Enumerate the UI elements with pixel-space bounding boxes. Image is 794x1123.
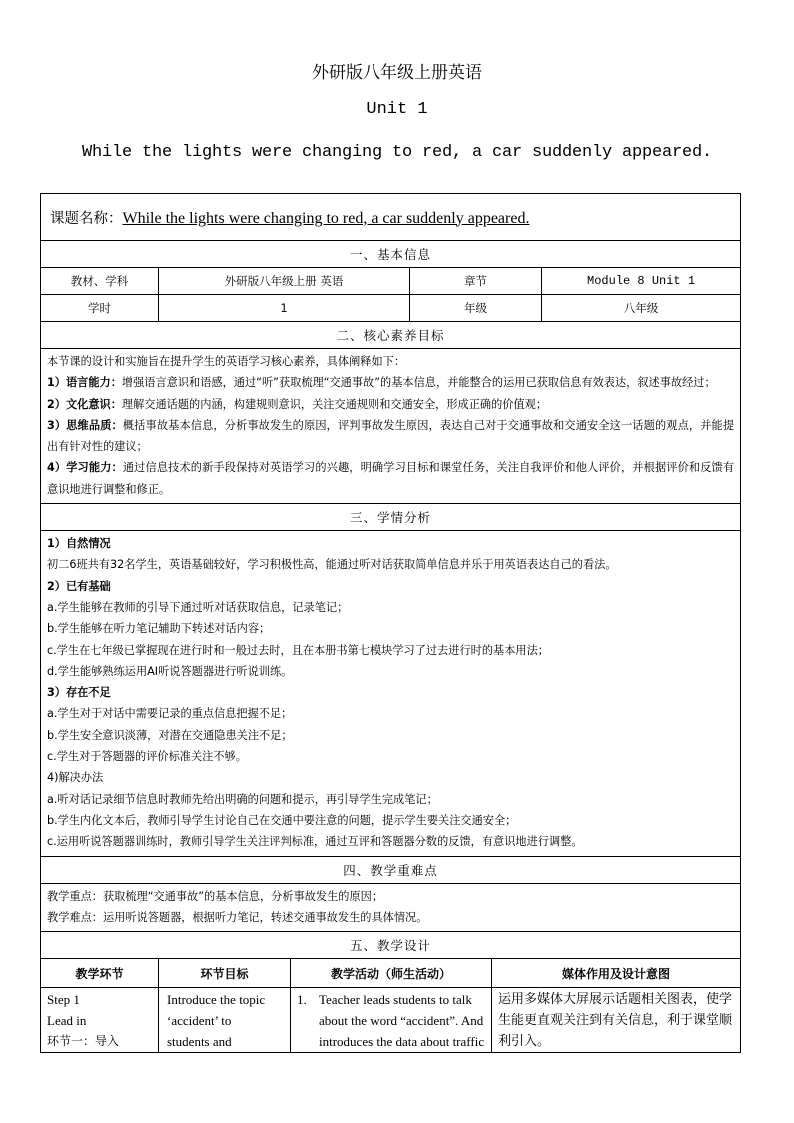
list-item: b.学生安全意识淡薄，对潜在交通隐患关注不足； [47, 728, 293, 742]
info-value-chapter: Module 8 Unit 1 [542, 268, 741, 295]
list-item: c.学生在七年级已掌握现在进行时和一般过去时，且在本册书第七模块学习了过去进行时的基本用法； [47, 643, 549, 657]
design-goal-cell: Introduce the topic ‘accident’ to students and [159, 988, 291, 1053]
list-item: b.学生能够在听力笔记辅助下转述对话内容； [47, 622, 271, 636]
list-item: a.学生对于对话中需要记录的重点信息把握不足； [47, 707, 293, 721]
info-value-hours: 1 [159, 295, 410, 322]
design-col-activity: 教学活动（师生活动） [291, 959, 492, 988]
list-item: c.运用听说答题器训练时，教师引导学生关注评判标准，通过互评和答题器分数的反馈，有意识地进行调整。 [47, 835, 583, 849]
list-item: a.听对话记录细节信息时教师先给出明确的问题和提示，再引导学生完成笔记； [47, 792, 438, 806]
list-item: a.学生能够在教师的引导下通过听对话获取信息，记录笔记； [47, 600, 349, 614]
info-label-textbook: 教材、学科 [41, 268, 159, 295]
design-header-row [41, 959, 741, 988]
info-value-grade: 八年级 [542, 295, 741, 322]
list-item: c.学生对于答题器的评价标准关注不够。 [47, 750, 247, 764]
difficult-point: 教学难点：运用听说答题器，根据听力笔记，转述交通事故发生的具体情况。 [47, 910, 428, 924]
key-points-block [41, 883, 741, 932]
design-row [41, 988, 741, 1053]
goal-item: 3）思维品质：概括事故基本信息，分析事故发生的原因，评判事故发生原因，表达自己对于交通事故和交通安全这一话题的观点，并能提出有针对性的建议； [47, 418, 735, 454]
info-label-chapter: 章节 [410, 268, 542, 295]
analysis-heading: 4)解决办法 [47, 771, 104, 785]
section-design: 五、教学设计 [41, 932, 741, 959]
section-analysis: 三、学情分析 [41, 504, 741, 531]
doc-subtitle: While the lights were changing to red, a car suddenly appeared. [81, 143, 713, 162]
goal-item: 2）文化意识：理解交通话题的内涵，构建规则意识，关注交通规则和交通安全，形成正确的价值观； [47, 397, 548, 411]
goal-item: 4）学习能力：通过信息技术的新手段保持对英语学习的兴趣，明确学习目标和课堂任务，关注自我评价和他人评价，并根据评价和反馈有意识地进行调整和修正。 [47, 461, 735, 496]
analysis-heading: 1）自然情况 [47, 537, 111, 551]
goals-block [41, 349, 741, 504]
topic-value: While the lights were changing to red, a car suddenly appeared. [122, 209, 530, 227]
design-activity-cell: 1. Teacher leads students to talk about the word “accident”. And introduces the data about traffic [291, 988, 492, 1053]
lesson-plan-table [40, 193, 741, 1053]
section-basic-info: 一、基本信息 [41, 241, 741, 268]
info-label-hours: 学时 [41, 295, 159, 322]
key-point: 教学重点：获取梳理“交通事故”的基本信息，分析事故发生的原因； [47, 889, 384, 903]
analysis-heading: 3）存在不足 [47, 686, 111, 700]
design-col-stage: 教学环节 [41, 959, 159, 988]
topic-cell [41, 194, 741, 241]
analysis-heading: 2）已有基础 [47, 579, 111, 593]
goal-item: 1）语言能力：增强语言意识和语感，通过“听”获取梳理“交通事故”的基本信息，并能整合的运用已获取信息有效表达，叙述事故经过； [47, 376, 716, 390]
list-item: d.学生能够熟练运用AI听说答题器进行听说训练。 [47, 664, 293, 678]
analysis-block [41, 531, 741, 856]
design-col-media: 媒体作用及设计意图 [492, 959, 741, 988]
doc-title: 外研版八年级上册英语 [312, 63, 482, 83]
topic-label: 课题名称： [50, 210, 123, 227]
analysis-paragraph: 初二6班共有32名学生，英语基础较好，学习积极性高，能通过听对话获取简单信息并乐于用英语表达自己的看法。 [47, 558, 617, 572]
design-col-goal: 环节目标 [159, 959, 291, 988]
section-goals: 二、核心素养目标 [41, 322, 741, 349]
info-row-1 [41, 268, 741, 295]
doc-unit: Unit 1 [366, 100, 428, 119]
design-media-cell: 运用多媒体大屏展示话题相关图表，使学生能更直观关注到有关信息，利于课堂顺利引入。 [492, 988, 741, 1053]
section-key-points: 四、教学重难点 [41, 856, 741, 883]
info-label-grade: 年级 [410, 295, 542, 322]
info-value-textbook: 外研版八年级上册 英语 [159, 268, 410, 295]
goals-intro: 本节课的设计和实施旨在提升学生的英语学习核心素养，具体阐释如下： [47, 355, 406, 368]
info-row-2 [41, 295, 741, 322]
list-item: b.学生内化文本后，教师引导学生讨论自己在交通中要注意的问题，提示学生要关注交通安全； [47, 813, 517, 827]
design-stage-cell: Step 1 Lead in 环节一：导入 [41, 988, 159, 1053]
